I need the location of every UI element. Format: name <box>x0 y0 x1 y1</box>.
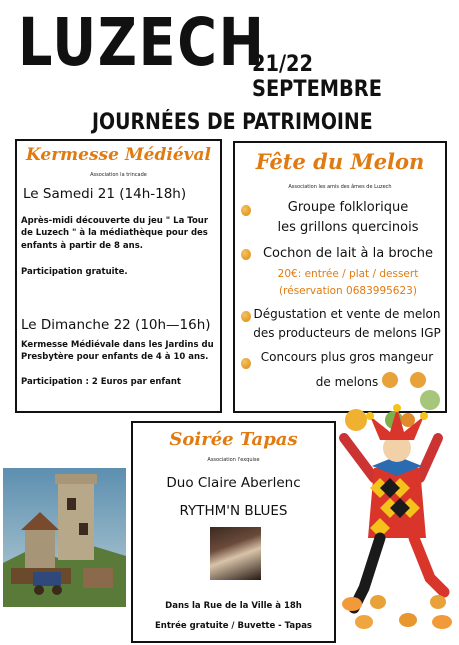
tapas-box <box>131 421 336 643</box>
melon-item1-line2: les grillons quercinois <box>277 220 419 235</box>
kermesse-association: Association la trincade <box>90 172 147 178</box>
jester-illustration <box>334 368 458 638</box>
kermesse-box <box>15 139 222 413</box>
tapas-info: Entrée gratuite / Buvette - Tapas <box>155 621 312 631</box>
melon-item2-phone: (réservation 0683995623) <box>279 285 417 297</box>
tapas-genre: RYTHM'N BLUES <box>179 503 288 519</box>
melon-bullet-icon <box>241 205 251 216</box>
melon-association: Association les amis des âmes de Luzech <box>288 184 392 190</box>
melon-title: Fête du Melon <box>255 149 425 174</box>
tapas-band: Duo Claire Aberlenc <box>166 475 301 491</box>
melon-item4-line1: Concours plus gros mangeur <box>260 350 434 364</box>
melon-item2: Cochon de lait à la broche <box>262 246 433 261</box>
event-subtitle: JOURNÉES DE PATRIMOINE <box>92 110 373 135</box>
town-title: LUZECH <box>18 4 266 81</box>
band-photo <box>210 527 261 580</box>
melon-bullet-icon <box>241 311 251 322</box>
event-dates: 21/22 SEPTEMBRE <box>252 52 382 102</box>
tapas-association: Association l'exquise <box>207 457 260 463</box>
sunday-title: Le Dimanche 22 (10h—16h) <box>21 317 211 333</box>
melon-item2-price: 20€: entrée / plat / dessert <box>277 268 419 280</box>
saturday-price: Participation gratuite. <box>21 267 128 277</box>
melon-bullet-icon <box>241 358 251 369</box>
melon-bullet-icon <box>241 249 251 260</box>
kermesse-title: Kermesse Médiéval <box>26 145 211 165</box>
sunday-price: Participation : 2 Euros par enfant <box>21 377 181 387</box>
saturday-title: Le Samedi 21 (14h-18h) <box>23 186 187 202</box>
melon-item3-line1: Dégustation et vente de melon <box>253 307 441 321</box>
sunday-text: Kermesse Médiévale dans les Jardins du Presbytère pour enfants de 4 à 10 ans. <box>21 340 214 363</box>
tapas-title: Soirée Tapas <box>169 429 298 450</box>
melon-item1-line1: Groupe folklorique <box>287 200 409 215</box>
melon-item3-line2: des producteurs de melons IGP <box>253 326 441 340</box>
tapas-location: Dans la Rue de la Ville à 18h <box>165 601 302 611</box>
saturday-text: Après-midi découverte du jeu " La Tour de Luzech " à la médiathèque pour des enfants à partir de 8 ans. <box>21 216 209 251</box>
melon-item4-line2: de melons <box>315 375 379 389</box>
castle-illustration <box>3 468 126 607</box>
